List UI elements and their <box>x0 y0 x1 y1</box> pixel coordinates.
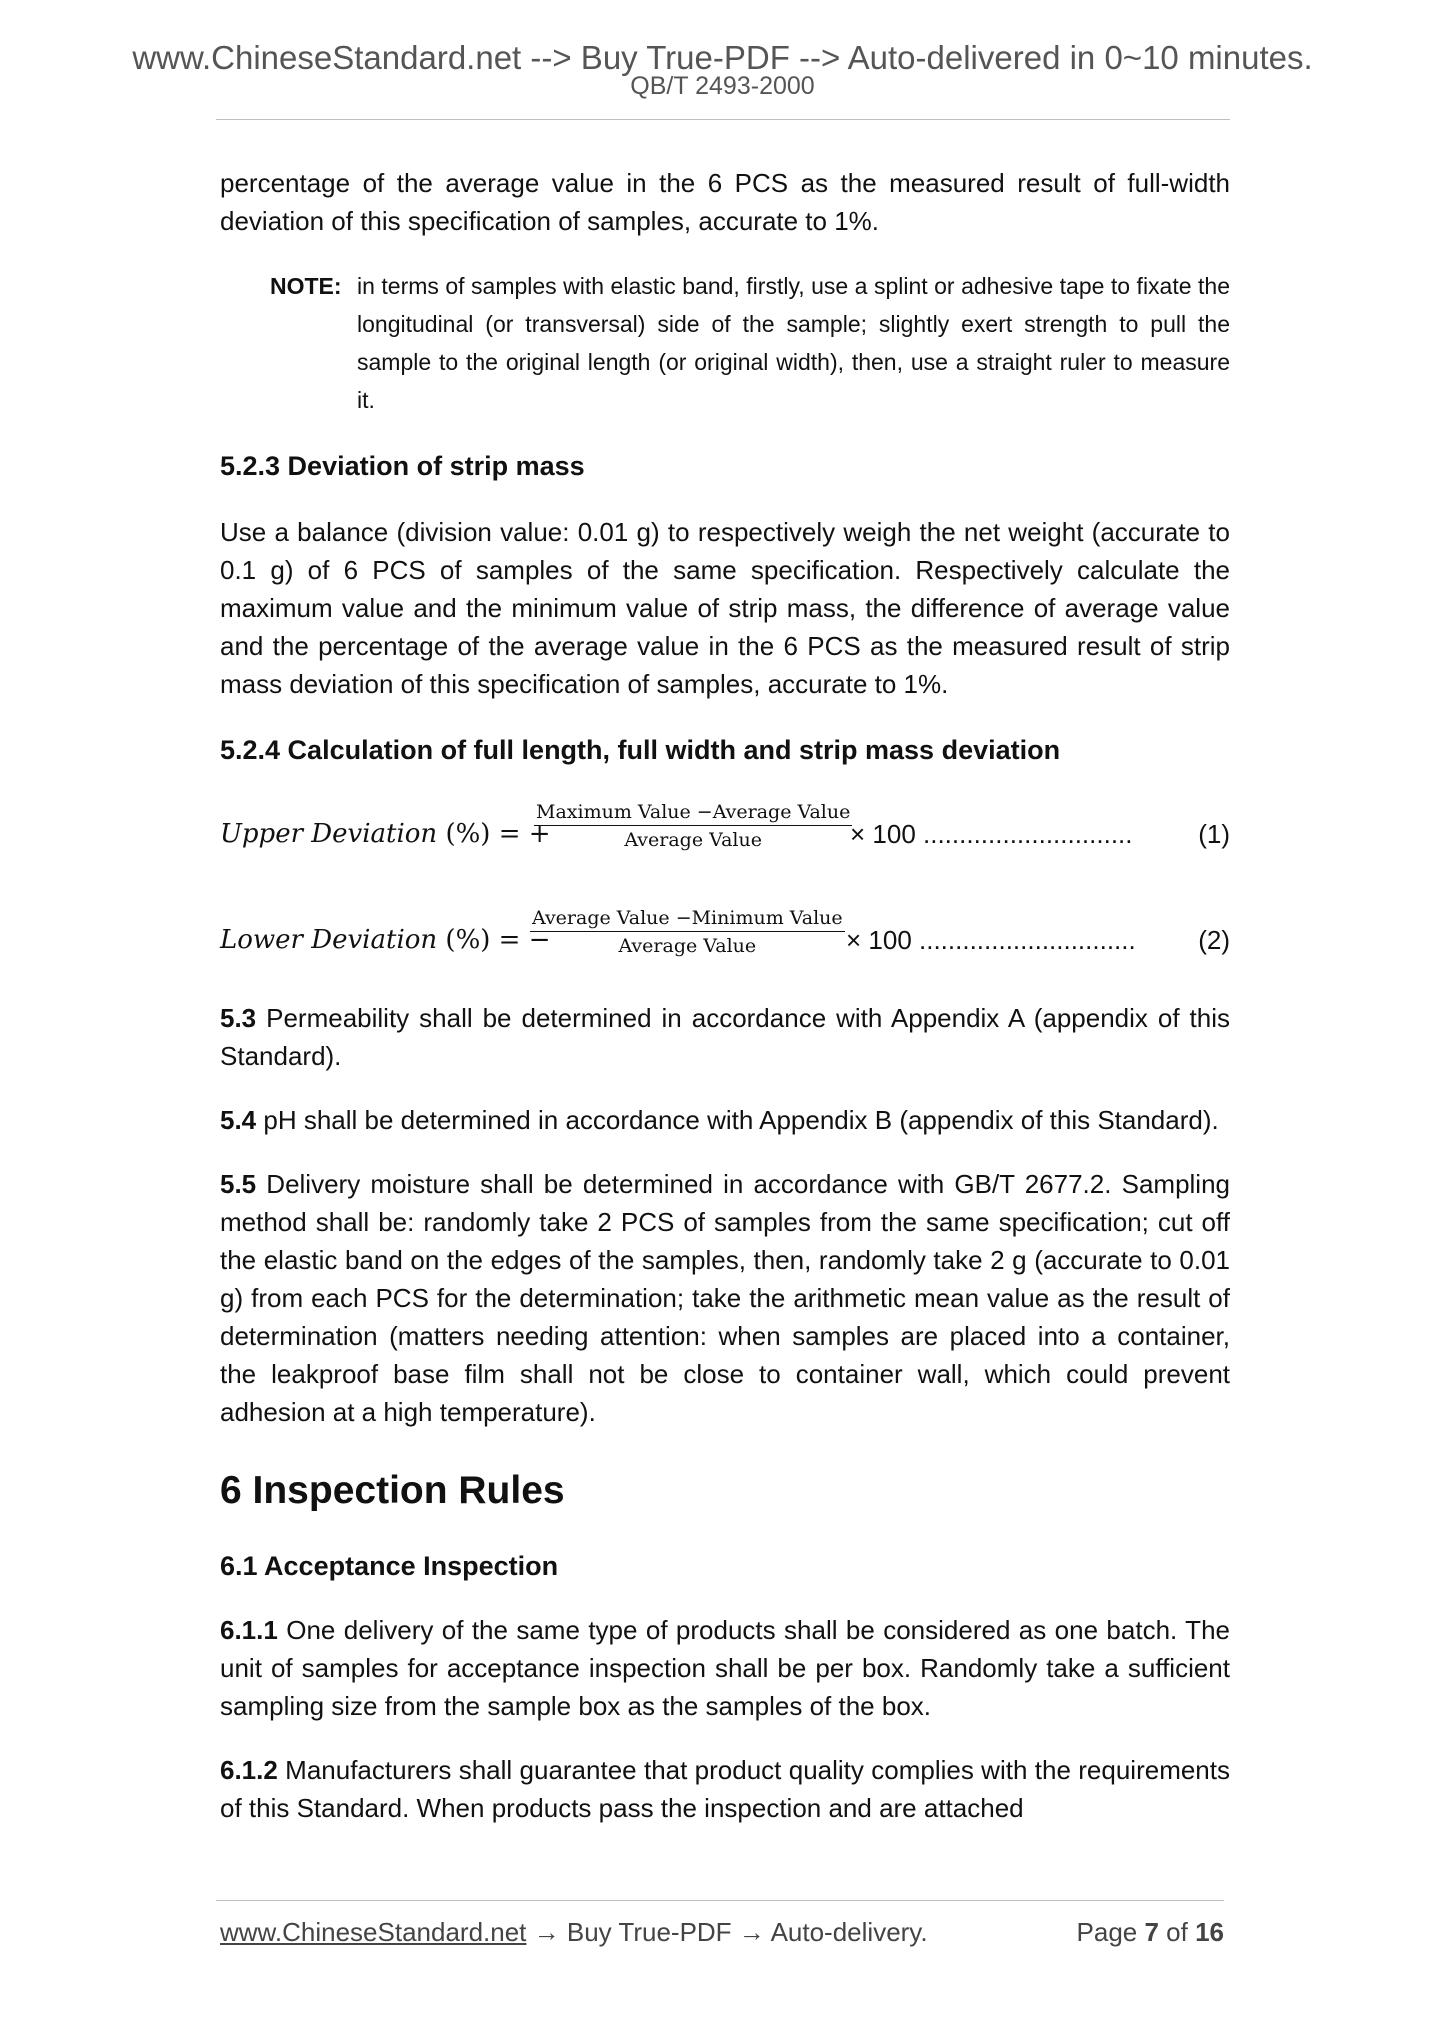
clause-text-5-4: pH shall be determined in accordance with Appendix B (appendix of this Standard). <box>256 1105 1219 1135</box>
clause-text-5-5: Delivery moisture shall be determined in accordance with GB/T 2677.2. Sampling method shall be: randomly take 2 PCS of samples from the same specification; cut off the elastic band on the edges of the samples, then, randomly take 2 g (accurate to 0.01 g) from each PCS for the determination; take the arithmetic mean value as the result of determination (matters needing attention: when samples are placed into a container, the leakproof base film shall not be close to container wall, which could prevent adhesion at a high temperature). <box>220 1169 1230 1427</box>
clause-number-5-3: 5.3 <box>220 1003 257 1033</box>
footer <box>220 1912 1230 1952</box>
formula-1-denominator: Average Value <box>624 829 762 851</box>
clause-number-6-1-2: 6.1.2 <box>220 1755 278 1785</box>
page-word: Page <box>1076 1917 1145 1947</box>
clause-text-6-1-2: Manufacturers shall guarantee that product quality complies with the requirements of this Standard. When products pass the inspection and are attached <box>220 1755 1230 1823</box>
page-total: 16 <box>1195 1917 1224 1947</box>
footer-tagline: → Buy True-PDF → Auto-delivery. <box>526 1917 928 1947</box>
page-content <box>220 164 1230 1827</box>
page-of: of <box>1158 1917 1196 1947</box>
formula-1-variable: Upper Deviation <box>220 819 438 849</box>
paragraph-5-2-3: Use a balance (division value: 0.01 g) to respectively weigh the net weight (accurate to 0.1 g) of 6 PCS of samples of the same specification. Respectively calculate the maximum value and the minimum value of strip mass, the difference of average value and the percentage of the average value in the 6 PCS as the measured result of strip mass deviation of this specification of samples, accurate to 1%. <box>220 517 1230 699</box>
paragraph-5-5 <box>220 1165 1230 1431</box>
formula-1-multiplier <box>850 819 1133 850</box>
clause-text-6-1-1: One delivery of the same type of products shall be considered as one batch. The unit of samples for acceptance inspection shall be per box. Randomly take a sufficient sampling size from the sample box as the samples of the box. <box>220 1615 1230 1721</box>
footer-divider <box>216 1900 1224 1901</box>
formula-2-times: × 100 <box>846 925 920 955</box>
paragraph-5-3 <box>220 999 1230 1075</box>
formula-2-number: (2) <box>1198 925 1230 955</box>
formula-1-operator: (%) = + <box>445 819 551 849</box>
heading-5-2-4: 5.2.4 Calculation of full length, full width and strip mass deviation <box>220 735 1061 765</box>
paragraph-6-1-2 <box>220 1751 1230 1827</box>
formula-2-multiplier <box>846 925 1136 956</box>
footer-website-link[interactable]: www.ChineseStandard.net <box>220 1917 527 1947</box>
paragraph-6-1-1 <box>220 1611 1230 1725</box>
clause-number-5-5: 5.5 <box>220 1169 257 1199</box>
document-number: QB/T 2493-2000 <box>630 72 815 100</box>
clause-number-5-4: 5.4 <box>220 1105 257 1135</box>
note-text: in terms of samples with elastic band, firstly, use a splint or adhesive tape to fixate the longitudinal (or transversal) side of the sample; slightly exert strength to pull the sample to the original length (or original width), then, use a straight ruler to measure it. <box>357 273 1230 413</box>
formula-2-variable: Lower Deviation <box>220 925 438 955</box>
heading-6: 6 Inspection Rules <box>220 1469 565 1512</box>
formula-1-number: (1) <box>1198 819 1230 849</box>
formula-upper-deviation <box>220 799 1230 871</box>
formula-1-times: × 100 <box>850 819 924 849</box>
header-divider <box>216 119 1230 120</box>
note-label: NOTE: <box>270 273 342 299</box>
formula-2-leader: .............................. <box>919 925 1136 955</box>
paragraph-5-4 <box>220 1101 1230 1139</box>
formula-2-lhs <box>220 925 551 955</box>
heading-5-2-3: 5.2.3 Deviation of strip mass <box>220 451 585 481</box>
formula-2-operator: (%) = − <box>445 925 551 955</box>
formula-lower-deviation <box>220 905 1230 977</box>
formula-2-denominator: Average Value <box>618 935 757 957</box>
formula-2-numerator: Average Value −Minimum Value <box>530 905 845 932</box>
paragraph-full-width-deviation: percentage of the average value in the 6 PCS as the measured result of full-width deviation of this specification of samples, accurate to 1%. <box>220 168 1230 236</box>
page-current: 7 <box>1144 1917 1159 1947</box>
formula-1-numerator: Maximum Value −Average Value <box>534 799 852 826</box>
formula-1-fraction <box>534 799 852 854</box>
clause-number-6-1-1: 6.1.1 <box>220 1615 278 1645</box>
header-banner: www.ChineseStandard.net --> Buy True-PDF --> Auto-delivered in 0~10 minutes. <box>132 39 1313 76</box>
heading-6-1: 6.1 Acceptance Inspection <box>220 1551 559 1581</box>
clause-text-5-3: Permeability shall be determined in accordance with Appendix A (appendix of this Standard). <box>220 1003 1230 1071</box>
formula-1-lhs <box>220 819 551 849</box>
formula-1-leader: ............................. <box>923 819 1133 849</box>
page-indicator <box>1077 1912 1224 1952</box>
formula-2-fraction <box>530 905 845 960</box>
note-block <box>270 267 1230 419</box>
